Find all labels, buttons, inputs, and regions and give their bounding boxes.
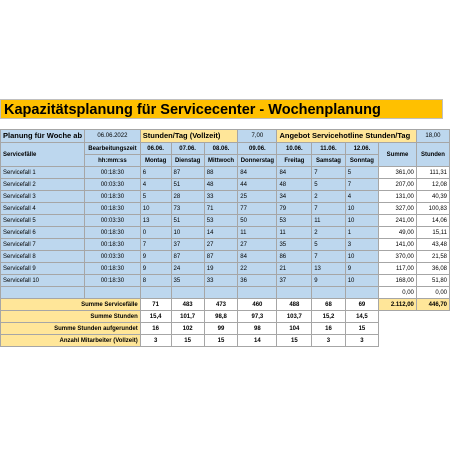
plan-week-value[interactable]: 06.06.2022 xyxy=(85,130,141,143)
stunden-header: Stunden xyxy=(416,143,449,167)
day-date: 11.06. xyxy=(312,143,346,155)
summary-day-value: 69 xyxy=(345,299,378,311)
row-stunden: 40,39 xyxy=(416,191,449,203)
row-stunden: 100,83 xyxy=(416,203,449,215)
servicefaelle-header: Servicefälle xyxy=(1,143,85,167)
row-day-value[interactable] xyxy=(204,287,238,299)
summary-summe: 2.112,00 xyxy=(379,299,417,311)
row-day-value[interactable] xyxy=(171,287,204,299)
row-day-value[interactable]: 84 xyxy=(277,167,312,179)
summary-day-value: 488 xyxy=(277,299,312,311)
summary-day-value: 16 xyxy=(312,323,346,335)
day-name: Mittwoch xyxy=(204,155,238,167)
row-day-value[interactable]: 27 xyxy=(238,239,277,251)
row-day-value[interactable]: 21 xyxy=(277,263,312,275)
row-day-value[interactable]: 2 xyxy=(312,227,346,239)
planning-table xyxy=(0,129,450,347)
row-day-value[interactable]: 28 xyxy=(171,191,204,203)
summary-day-value: 15 xyxy=(171,335,204,347)
row-summe: 168,00 xyxy=(379,275,417,287)
table-row xyxy=(1,203,450,215)
summary-day-value: 68 xyxy=(312,299,346,311)
row-day-value[interactable]: 51 xyxy=(171,215,204,227)
bearbeitungszeit-header: Bearbeitungszeit xyxy=(85,143,141,155)
row-name: Servicefall 7 xyxy=(1,239,85,251)
row-day-value[interactable]: 10 xyxy=(345,275,378,287)
row-day-value[interactable]: 7 xyxy=(312,167,346,179)
summary-day-value: 16 xyxy=(140,323,171,335)
row-day-value[interactable] xyxy=(277,287,312,299)
row-day-value[interactable]: 48 xyxy=(277,179,312,191)
row-day-value[interactable] xyxy=(312,287,346,299)
row-day-value[interactable]: 37 xyxy=(171,239,204,251)
row-day-value[interactable]: 87 xyxy=(171,167,204,179)
row-day-value[interactable]: 73 xyxy=(171,203,204,215)
row-time[interactable]: 00:03:30 xyxy=(85,179,141,191)
row-stunden: 15,11 xyxy=(416,227,449,239)
row-day-value[interactable]: 5 xyxy=(140,191,171,203)
row-time[interactable]: 00:18:30 xyxy=(85,167,141,179)
summary-day-value: 71 xyxy=(140,299,171,311)
day-name: Dienstag xyxy=(171,155,204,167)
row-day-value[interactable]: 36 xyxy=(238,275,277,287)
day-name: Sonntag xyxy=(345,155,378,167)
row-day-value[interactable]: 7 xyxy=(140,239,171,251)
row-day-value[interactable] xyxy=(238,287,277,299)
day-date: 08.06. xyxy=(204,143,238,155)
day-date: 10.06. xyxy=(277,143,312,155)
summary-empty xyxy=(379,335,450,347)
row-day-value[interactable]: 51 xyxy=(171,179,204,191)
row-stunden: 111,31 xyxy=(416,167,449,179)
row-day-value[interactable]: 14 xyxy=(204,227,238,239)
row-name[interactable] xyxy=(1,287,85,299)
row-day-value[interactable]: 35 xyxy=(171,275,204,287)
table-row xyxy=(1,167,450,179)
summary-day-value: 102 xyxy=(171,323,204,335)
row-day-value[interactable]: 79 xyxy=(277,203,312,215)
summary-label: Summe Servicefälle xyxy=(1,299,141,311)
row-stunden: 21,58 xyxy=(416,251,449,263)
row-stunden: 51,80 xyxy=(416,275,449,287)
row-summe: 241,00 xyxy=(379,215,417,227)
row-day-value[interactable]: 10 xyxy=(345,251,378,263)
row-day-value[interactable]: 44 xyxy=(238,179,277,191)
row-day-value[interactable]: 37 xyxy=(277,275,312,287)
row-day-value[interactable]: 88 xyxy=(204,167,238,179)
summary-day-value: 98,8 xyxy=(204,311,238,323)
table-row xyxy=(1,179,450,191)
summary-row xyxy=(1,299,450,311)
row-day-value[interactable]: 11 xyxy=(312,215,346,227)
summary-day-value: 15 xyxy=(345,323,378,335)
row-day-value[interactable]: 5 xyxy=(312,179,346,191)
row-day-value[interactable]: 86 xyxy=(277,251,312,263)
summary-label: Summe Stunden xyxy=(1,311,141,323)
hours-per-day-value[interactable]: 7,00 xyxy=(238,130,277,143)
row-day-value[interactable] xyxy=(345,287,378,299)
row-name: Servicefall 4 xyxy=(1,203,85,215)
column-header-row-1 xyxy=(1,143,450,155)
row-day-value[interactable]: 35 xyxy=(277,239,312,251)
row-day-value[interactable]: 13 xyxy=(140,215,171,227)
row-summe: 141,00 xyxy=(379,239,417,251)
table-row-empty xyxy=(1,287,450,299)
day-name: Donnerstag xyxy=(238,155,277,167)
row-name: Servicefall 5 xyxy=(1,215,85,227)
row-day-value[interactable]: 5 xyxy=(345,167,378,179)
row-day-value[interactable]: 87 xyxy=(204,251,238,263)
row-summe: 370,00 xyxy=(379,251,417,263)
summary-day-value: 97,3 xyxy=(238,311,277,323)
day-date: 07.06. xyxy=(171,143,204,155)
row-day-value[interactable]: 48 xyxy=(204,179,238,191)
table-row xyxy=(1,191,450,203)
summary-day-value: 15 xyxy=(204,335,238,347)
summe-header: Summe xyxy=(379,143,417,167)
table-row xyxy=(1,263,450,275)
row-day-value[interactable]: 9 xyxy=(345,263,378,275)
row-day-value[interactable]: 25 xyxy=(238,191,277,203)
day-name: Samstag xyxy=(312,155,346,167)
summary-day-value: 3 xyxy=(345,335,378,347)
time-format-header: hh:mm:ss xyxy=(85,155,141,167)
row-day-value[interactable]: 5 xyxy=(312,239,346,251)
summary-day-value: 103,7 xyxy=(277,311,312,323)
row-day-value[interactable]: 53 xyxy=(277,215,312,227)
row-summe: 327,00 xyxy=(379,203,417,215)
row-day-value[interactable]: 6 xyxy=(140,167,171,179)
row-day-value[interactable]: 71 xyxy=(204,203,238,215)
day-date: 09.06. xyxy=(238,143,277,155)
summary-day-value: 473 xyxy=(204,299,238,311)
row-summe: 117,00 xyxy=(379,263,417,275)
row-time[interactable]: 00:18:30 xyxy=(85,227,141,239)
summary-day-value: 15,4 xyxy=(140,311,171,323)
table-row xyxy=(1,215,450,227)
summary-row xyxy=(1,311,450,323)
row-name: Servicefall 8 xyxy=(1,251,85,263)
day-date: 06.06. xyxy=(140,143,171,155)
row-day-value[interactable]: 19 xyxy=(204,263,238,275)
row-day-value[interactable]: 27 xyxy=(204,239,238,251)
row-name: Servicefall 10 xyxy=(1,275,85,287)
summary-day-value: 104 xyxy=(277,323,312,335)
table-row xyxy=(1,251,450,263)
row-stunden: 14,06 xyxy=(416,215,449,227)
summary-day-value: 460 xyxy=(238,299,277,311)
summary-rows xyxy=(1,299,450,347)
row-time[interactable]: 00:18:30 xyxy=(85,239,141,251)
row-day-value[interactable]: 10 xyxy=(345,215,378,227)
row-day-value[interactable]: 13 xyxy=(312,263,346,275)
row-name: Servicefall 1 xyxy=(1,167,85,179)
plan-week-label: Planung für Woche ab xyxy=(1,130,85,143)
summary-row xyxy=(1,323,450,335)
row-day-value[interactable]: 2 xyxy=(312,191,346,203)
sheet-title: Kapazitätsplanung für Servicecenter - Wochenplanung xyxy=(4,102,381,118)
row-day-value[interactable]: 1 xyxy=(345,227,378,239)
hours-per-day-label: Stunden/Tag (Vollzeit) xyxy=(140,130,238,143)
row-day-value[interactable]: 33 xyxy=(204,275,238,287)
summary-stunden: 446,70 xyxy=(416,299,449,311)
row-summe: 131,00 xyxy=(379,191,417,203)
summary-day-value: 14 xyxy=(238,335,277,347)
row-day-value[interactable]: 7 xyxy=(312,203,346,215)
row-day-value[interactable]: 11 xyxy=(238,227,277,239)
row-day-value[interactable]: 34 xyxy=(277,191,312,203)
summary-day-value: 98 xyxy=(238,323,277,335)
row-day-value[interactable]: 9 xyxy=(140,263,171,275)
summary-day-value: 15 xyxy=(277,335,312,347)
summary-label: Summe Stunden aufgerundet xyxy=(1,323,141,335)
row-day-value[interactable]: 50 xyxy=(238,215,277,227)
summary-day-value: 483 xyxy=(171,299,204,311)
row-name: Servicefall 9 xyxy=(1,263,85,275)
row-day-value[interactable]: 84 xyxy=(238,167,277,179)
table-row xyxy=(1,239,450,251)
row-day-value[interactable]: 84 xyxy=(238,251,277,263)
summary-label: Anzahl Mitarbeiter (Vollzeit) xyxy=(1,335,141,347)
row-day-value[interactable]: 11 xyxy=(277,227,312,239)
hotline-label: Angebot Servicehotline Stunden/Tag xyxy=(277,130,416,143)
summary-day-value: 99 xyxy=(204,323,238,335)
row-day-value[interactable]: 10 xyxy=(345,203,378,215)
row-day-value[interactable]: 22 xyxy=(238,263,277,275)
row-time[interactable]: 00:18:30 xyxy=(85,263,141,275)
summary-day-value: 101,7 xyxy=(171,311,204,323)
summary-day-value: 3 xyxy=(140,335,171,347)
row-day-value[interactable]: 10 xyxy=(140,203,171,215)
row-day-value[interactable]: 8 xyxy=(140,275,171,287)
row-day-value[interactable]: 4 xyxy=(345,191,378,203)
row-time[interactable]: 00:18:30 xyxy=(85,203,141,215)
row-time[interactable]: 00:03:30 xyxy=(85,215,141,227)
table-row xyxy=(1,275,450,287)
row-stunden: 36,08 xyxy=(416,263,449,275)
row-stunden: 43,48 xyxy=(416,239,449,251)
row-time[interactable]: 00:18:30 xyxy=(85,191,141,203)
row-summe: 207,00 xyxy=(379,179,417,191)
row-day-value[interactable]: 10 xyxy=(171,227,204,239)
planning-header-row xyxy=(1,130,450,143)
row-day-value[interactable]: 3 xyxy=(345,239,378,251)
row-stunden: 12,08 xyxy=(416,179,449,191)
row-day-value[interactable]: 7 xyxy=(312,251,346,263)
row-day-value[interactable] xyxy=(140,287,171,299)
summary-day-value: 15,2 xyxy=(312,311,346,323)
row-day-value[interactable]: 87 xyxy=(171,251,204,263)
day-date: 12.06. xyxy=(345,143,378,155)
row-day-value[interactable]: 9 xyxy=(140,251,171,263)
row-time[interactable]: 00:18:30 xyxy=(85,275,141,287)
summary-day-value: 14,5 xyxy=(345,311,378,323)
row-day-value[interactable]: 77 xyxy=(238,203,277,215)
row-time[interactable]: 00:03:30 xyxy=(85,251,141,263)
row-day-value[interactable]: 7 xyxy=(345,179,378,191)
row-day-value[interactable]: 53 xyxy=(204,215,238,227)
row-time[interactable] xyxy=(85,287,141,299)
row-name: Servicefall 2 xyxy=(1,179,85,191)
summary-empty xyxy=(379,311,450,323)
data-rows xyxy=(1,167,450,299)
day-name: Freitag xyxy=(277,155,312,167)
row-name: Servicefall 6 xyxy=(1,227,85,239)
row-stunden: 0,00 xyxy=(416,287,449,299)
row-day-value[interactable]: 33 xyxy=(204,191,238,203)
row-name: Servicefall 3 xyxy=(1,191,85,203)
summary-row xyxy=(1,335,450,347)
summary-day-value: 3 xyxy=(312,335,346,347)
summary-empty xyxy=(379,323,450,335)
row-summe: 0,00 xyxy=(379,287,417,299)
row-summe: 49,00 xyxy=(379,227,417,239)
row-day-value[interactable]: 4 xyxy=(140,179,171,191)
table-row xyxy=(1,227,450,239)
day-name: Montag xyxy=(140,155,171,167)
hotline-value[interactable]: 18,00 xyxy=(416,130,449,143)
row-day-value[interactable]: 0 xyxy=(140,227,171,239)
row-summe: 361,00 xyxy=(379,167,417,179)
title-banner xyxy=(0,99,443,119)
row-day-value[interactable]: 24 xyxy=(171,263,204,275)
row-day-value[interactable]: 9 xyxy=(312,275,346,287)
